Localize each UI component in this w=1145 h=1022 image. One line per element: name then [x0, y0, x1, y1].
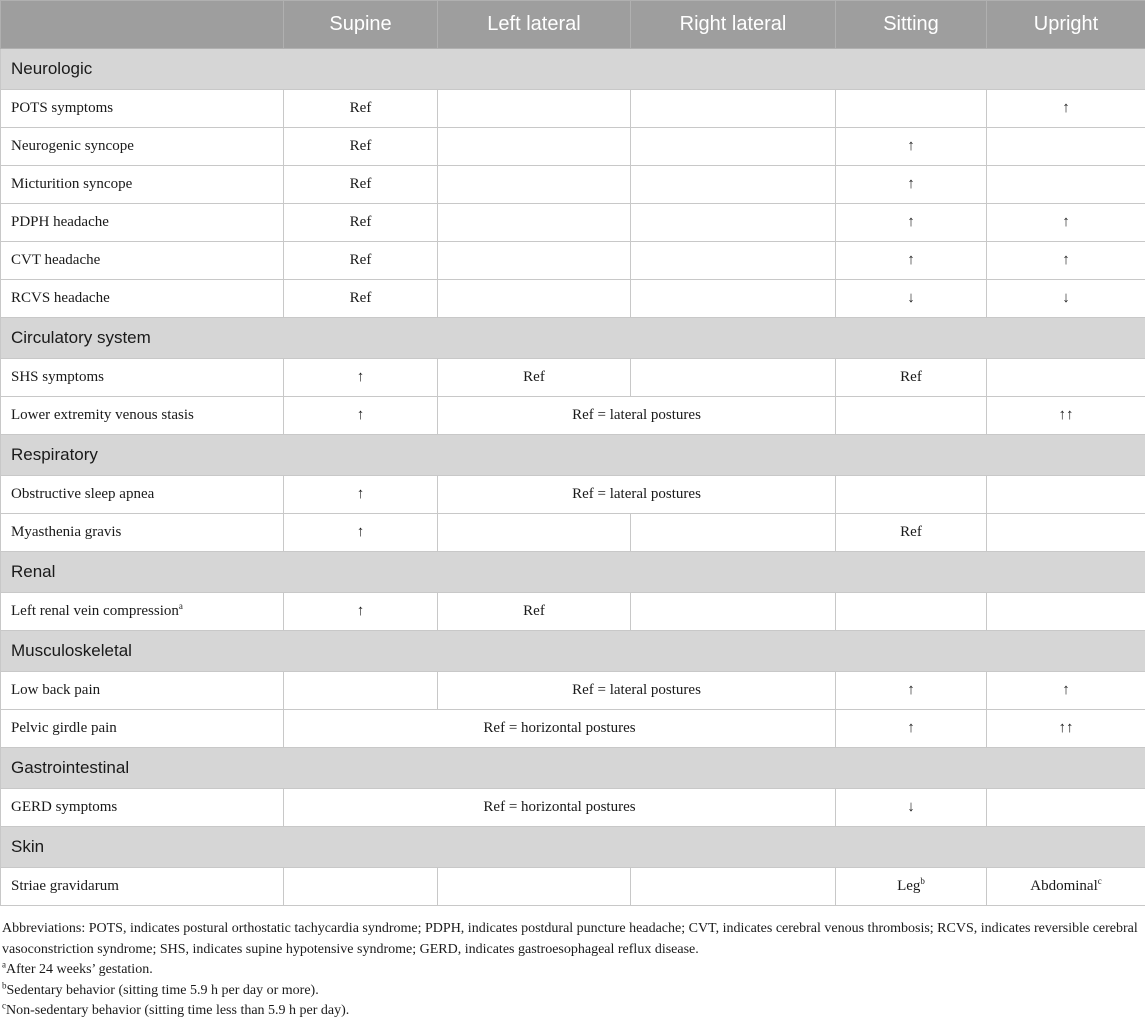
table-header-row — [1, 1, 1145, 49]
table-cell — [987, 166, 1145, 204]
row-label: Micturition syncope — [11, 176, 133, 192]
cell-value: ↓ — [1062, 290, 1070, 306]
row-label: PDPH headache — [11, 214, 109, 230]
table-cell — [631, 280, 836, 318]
row-label: Obstructive sleep apnea — [11, 486, 155, 502]
cell-value: Leg — [897, 878, 921, 894]
column-header: Left lateral — [438, 1, 631, 49]
row-label: Low back pain — [11, 682, 101, 698]
row-label-cell — [1, 128, 284, 166]
column-header: Supine — [284, 1, 438, 49]
row-label-cell — [1, 166, 284, 204]
row-label-cell — [1, 868, 284, 906]
table-cell — [284, 90, 438, 128]
section-row — [1, 827, 1145, 868]
row-label-cell — [1, 514, 284, 552]
row-label-cell — [1, 593, 284, 631]
table-cell — [284, 593, 438, 631]
section-title: Neurologic — [1, 49, 1145, 90]
table-row — [1, 128, 1145, 166]
table-row — [1, 476, 1145, 514]
cell-value: ↑ — [356, 486, 365, 502]
cell-value: ↓ — [907, 290, 915, 306]
table-cell — [631, 128, 836, 166]
table-cell — [284, 280, 438, 318]
footnote — [2, 1001, 1138, 1022]
cell-value: ↑ — [356, 369, 365, 385]
table-cell — [836, 242, 987, 280]
table-cell — [284, 868, 438, 906]
cell-value: Ref = horizontal postures — [483, 720, 636, 736]
row-label: Neurogenic syncope — [11, 138, 134, 154]
table-row — [1, 90, 1145, 128]
column-header: Upright — [987, 1, 1145, 49]
row-label-cell — [1, 672, 284, 710]
section-row — [1, 49, 1145, 90]
footnote-text: Non-sedentary behavior (sitting time less than 5.9 h per day). — [6, 1003, 350, 1018]
table-cell — [631, 242, 836, 280]
section-title: Skin — [1, 827, 1145, 868]
footnote-mark: c — [2, 1000, 6, 1011]
cell-value: Ref — [349, 100, 372, 116]
table-cell — [284, 476, 438, 514]
row-label-cell — [1, 359, 284, 397]
table-cell — [438, 90, 631, 128]
cell-value: Ref — [349, 214, 372, 230]
row-label-cell — [1, 476, 284, 514]
table-notes — [2, 919, 1138, 1022]
section-row — [1, 631, 1145, 672]
cell-value: Ref — [523, 369, 545, 385]
table-cell — [987, 280, 1145, 318]
cell-value: Ref — [349, 138, 372, 154]
table-cell — [438, 359, 631, 397]
table-row — [1, 710, 1145, 748]
table-cell — [987, 397, 1145, 435]
table-cell — [438, 204, 631, 242]
table-cell — [987, 128, 1145, 166]
table-row — [1, 204, 1145, 242]
table-cell — [284, 710, 836, 748]
table-cell — [631, 166, 836, 204]
footnotes — [2, 960, 1138, 1022]
cell-value: Ref — [349, 290, 372, 306]
table-cell — [438, 868, 631, 906]
row-label-cell — [1, 789, 284, 827]
table-cell — [438, 672, 836, 710]
row-label-cell — [1, 90, 284, 128]
row-label-cell — [1, 280, 284, 318]
table-cell — [438, 128, 631, 166]
cell-value: ↑↑ — [1058, 720, 1074, 736]
cell-value: ↓ — [907, 799, 915, 815]
cell-value: ↑ — [907, 176, 915, 192]
footnote-mark: a — [2, 959, 6, 970]
table-cell — [438, 593, 631, 631]
table-cell — [987, 868, 1145, 906]
cell-value: ↑ — [907, 252, 915, 268]
table-cell — [631, 593, 836, 631]
table-cell — [284, 514, 438, 552]
cell-value: Ref = lateral postures — [572, 486, 701, 502]
table-cell — [438, 397, 836, 435]
cell-value: Ref = horizontal postures — [483, 799, 636, 815]
section-row — [1, 552, 1145, 593]
footnote-marker: a — [178, 601, 183, 611]
table-cell — [836, 90, 987, 128]
cell-value: ↑ — [907, 720, 915, 736]
footnote-mark: b — [2, 979, 7, 990]
footnote-marker: c — [1097, 876, 1102, 886]
table-row — [1, 166, 1145, 204]
table-cell — [836, 710, 987, 748]
cell-value: Ref = lateral postures — [572, 407, 701, 423]
table-cell — [836, 166, 987, 204]
table-cell — [631, 514, 836, 552]
table-row — [1, 280, 1145, 318]
table-row — [1, 789, 1145, 827]
table-cell — [284, 672, 438, 710]
table-cell — [438, 242, 631, 280]
table-cell — [836, 672, 987, 710]
footnote — [2, 981, 1138, 1002]
footnote — [2, 960, 1138, 981]
table-row — [1, 359, 1145, 397]
table-row — [1, 397, 1145, 435]
table-cell — [284, 359, 438, 397]
cell-value: Ref — [900, 524, 922, 540]
cell-value: Ref — [349, 176, 372, 192]
row-label-cell — [1, 242, 284, 280]
section-title: Renal — [1, 552, 1145, 593]
row-label: POTS symptoms — [11, 100, 114, 116]
row-label: GERD symptoms — [11, 799, 118, 815]
row-label: RCVS headache — [11, 290, 110, 306]
table-cell — [987, 593, 1145, 631]
table-cell — [284, 789, 836, 827]
table-cell — [438, 280, 631, 318]
table-cell — [987, 789, 1145, 827]
table-cell — [438, 476, 836, 514]
column-header — [1, 1, 284, 49]
section-title: Gastrointestinal — [1, 748, 1145, 789]
cell-value: ↑ — [907, 214, 915, 230]
table-cell — [631, 90, 836, 128]
section-row — [1, 435, 1145, 476]
table-cell — [987, 242, 1145, 280]
table-cell — [836, 280, 987, 318]
section-row — [1, 318, 1145, 359]
table-row — [1, 593, 1145, 631]
table-cell — [631, 204, 836, 242]
footnote-marker: b — [920, 876, 925, 886]
table-cell — [987, 90, 1145, 128]
row-label: Lower extremity venous stasis — [11, 407, 194, 423]
column-header: Right lateral — [631, 1, 836, 49]
cell-value: ↑ — [356, 407, 365, 423]
cell-value: Ref — [900, 369, 922, 385]
cell-value: ↑ — [907, 682, 915, 698]
table-row — [1, 514, 1145, 552]
table-row — [1, 868, 1145, 906]
table-cell — [836, 868, 987, 906]
table-cell — [987, 204, 1145, 242]
section-row — [1, 748, 1145, 789]
row-label-cell — [1, 397, 284, 435]
table-cell — [284, 397, 438, 435]
table-cell — [284, 204, 438, 242]
table-row — [1, 242, 1145, 280]
column-header: Sitting — [836, 1, 987, 49]
table-cell — [987, 514, 1145, 552]
table-cell — [284, 128, 438, 166]
cell-value: Abdominal — [1030, 878, 1098, 894]
cell-value: ↑ — [1062, 214, 1070, 230]
cell-value: ↑ — [356, 524, 365, 540]
table-cell — [836, 476, 987, 514]
cell-value: ↑ — [1062, 100, 1070, 116]
table-cell — [987, 359, 1145, 397]
table-cell — [836, 204, 987, 242]
table-cell — [631, 359, 836, 397]
table-cell — [836, 514, 987, 552]
row-label: Striae gravidarum — [11, 878, 119, 894]
cell-value: ↑ — [1062, 682, 1070, 698]
row-label: CVT headache — [11, 252, 101, 268]
table-cell — [987, 476, 1145, 514]
cell-value: ↑ — [907, 138, 915, 154]
cell-value: Ref = lateral postures — [572, 682, 701, 698]
section-title: Musculoskeletal — [1, 631, 1145, 672]
table-body — [1, 49, 1145, 906]
table-cell — [631, 868, 836, 906]
row-label-cell — [1, 204, 284, 242]
table-row — [1, 672, 1145, 710]
cell-value: ↑ — [1062, 252, 1070, 268]
row-label: Myasthenia gravis — [11, 524, 122, 540]
cell-value: ↑ — [356, 603, 365, 619]
row-label: Left renal vein compression — [11, 603, 179, 619]
section-title: Respiratory — [1, 435, 1145, 476]
abbreviations-note: Abbreviations: POTS, indicates postural orthostatic tachycardia syndrome; PDPH, indicates postdural puncture headache; CVT, indicates cerebral venous thrombosis; RCVS, indicates reversible cerebral vasoconstriction syndrome; SHS, indicates supine hypotensive syndrome; GERD, indicates gastroesophageal reflux disease. — [2, 921, 1138, 957]
table-cell — [438, 166, 631, 204]
row-label: Pelvic girdle pain — [11, 720, 117, 736]
cell-value: Ref — [523, 603, 545, 619]
table-cell — [836, 789, 987, 827]
section-title: Circulatory system — [1, 318, 1145, 359]
cell-value: ↑↑ — [1058, 407, 1074, 423]
footnote-text: Sedentary behavior (sitting time 5.9 h per day or more). — [6, 982, 319, 998]
row-label-cell — [1, 710, 284, 748]
row-label: SHS symptoms — [11, 369, 104, 385]
cell-value: Ref — [349, 252, 372, 268]
table-cell — [438, 514, 631, 552]
table-cell — [836, 359, 987, 397]
table-cell — [284, 166, 438, 204]
table-cell — [987, 710, 1145, 748]
table-cell — [836, 593, 987, 631]
footnote-text: After 24 weeks’ gestation. — [6, 962, 153, 977]
table-cell — [836, 128, 987, 166]
table-cell — [836, 397, 987, 435]
table-cell — [284, 242, 438, 280]
table-cell — [987, 672, 1145, 710]
